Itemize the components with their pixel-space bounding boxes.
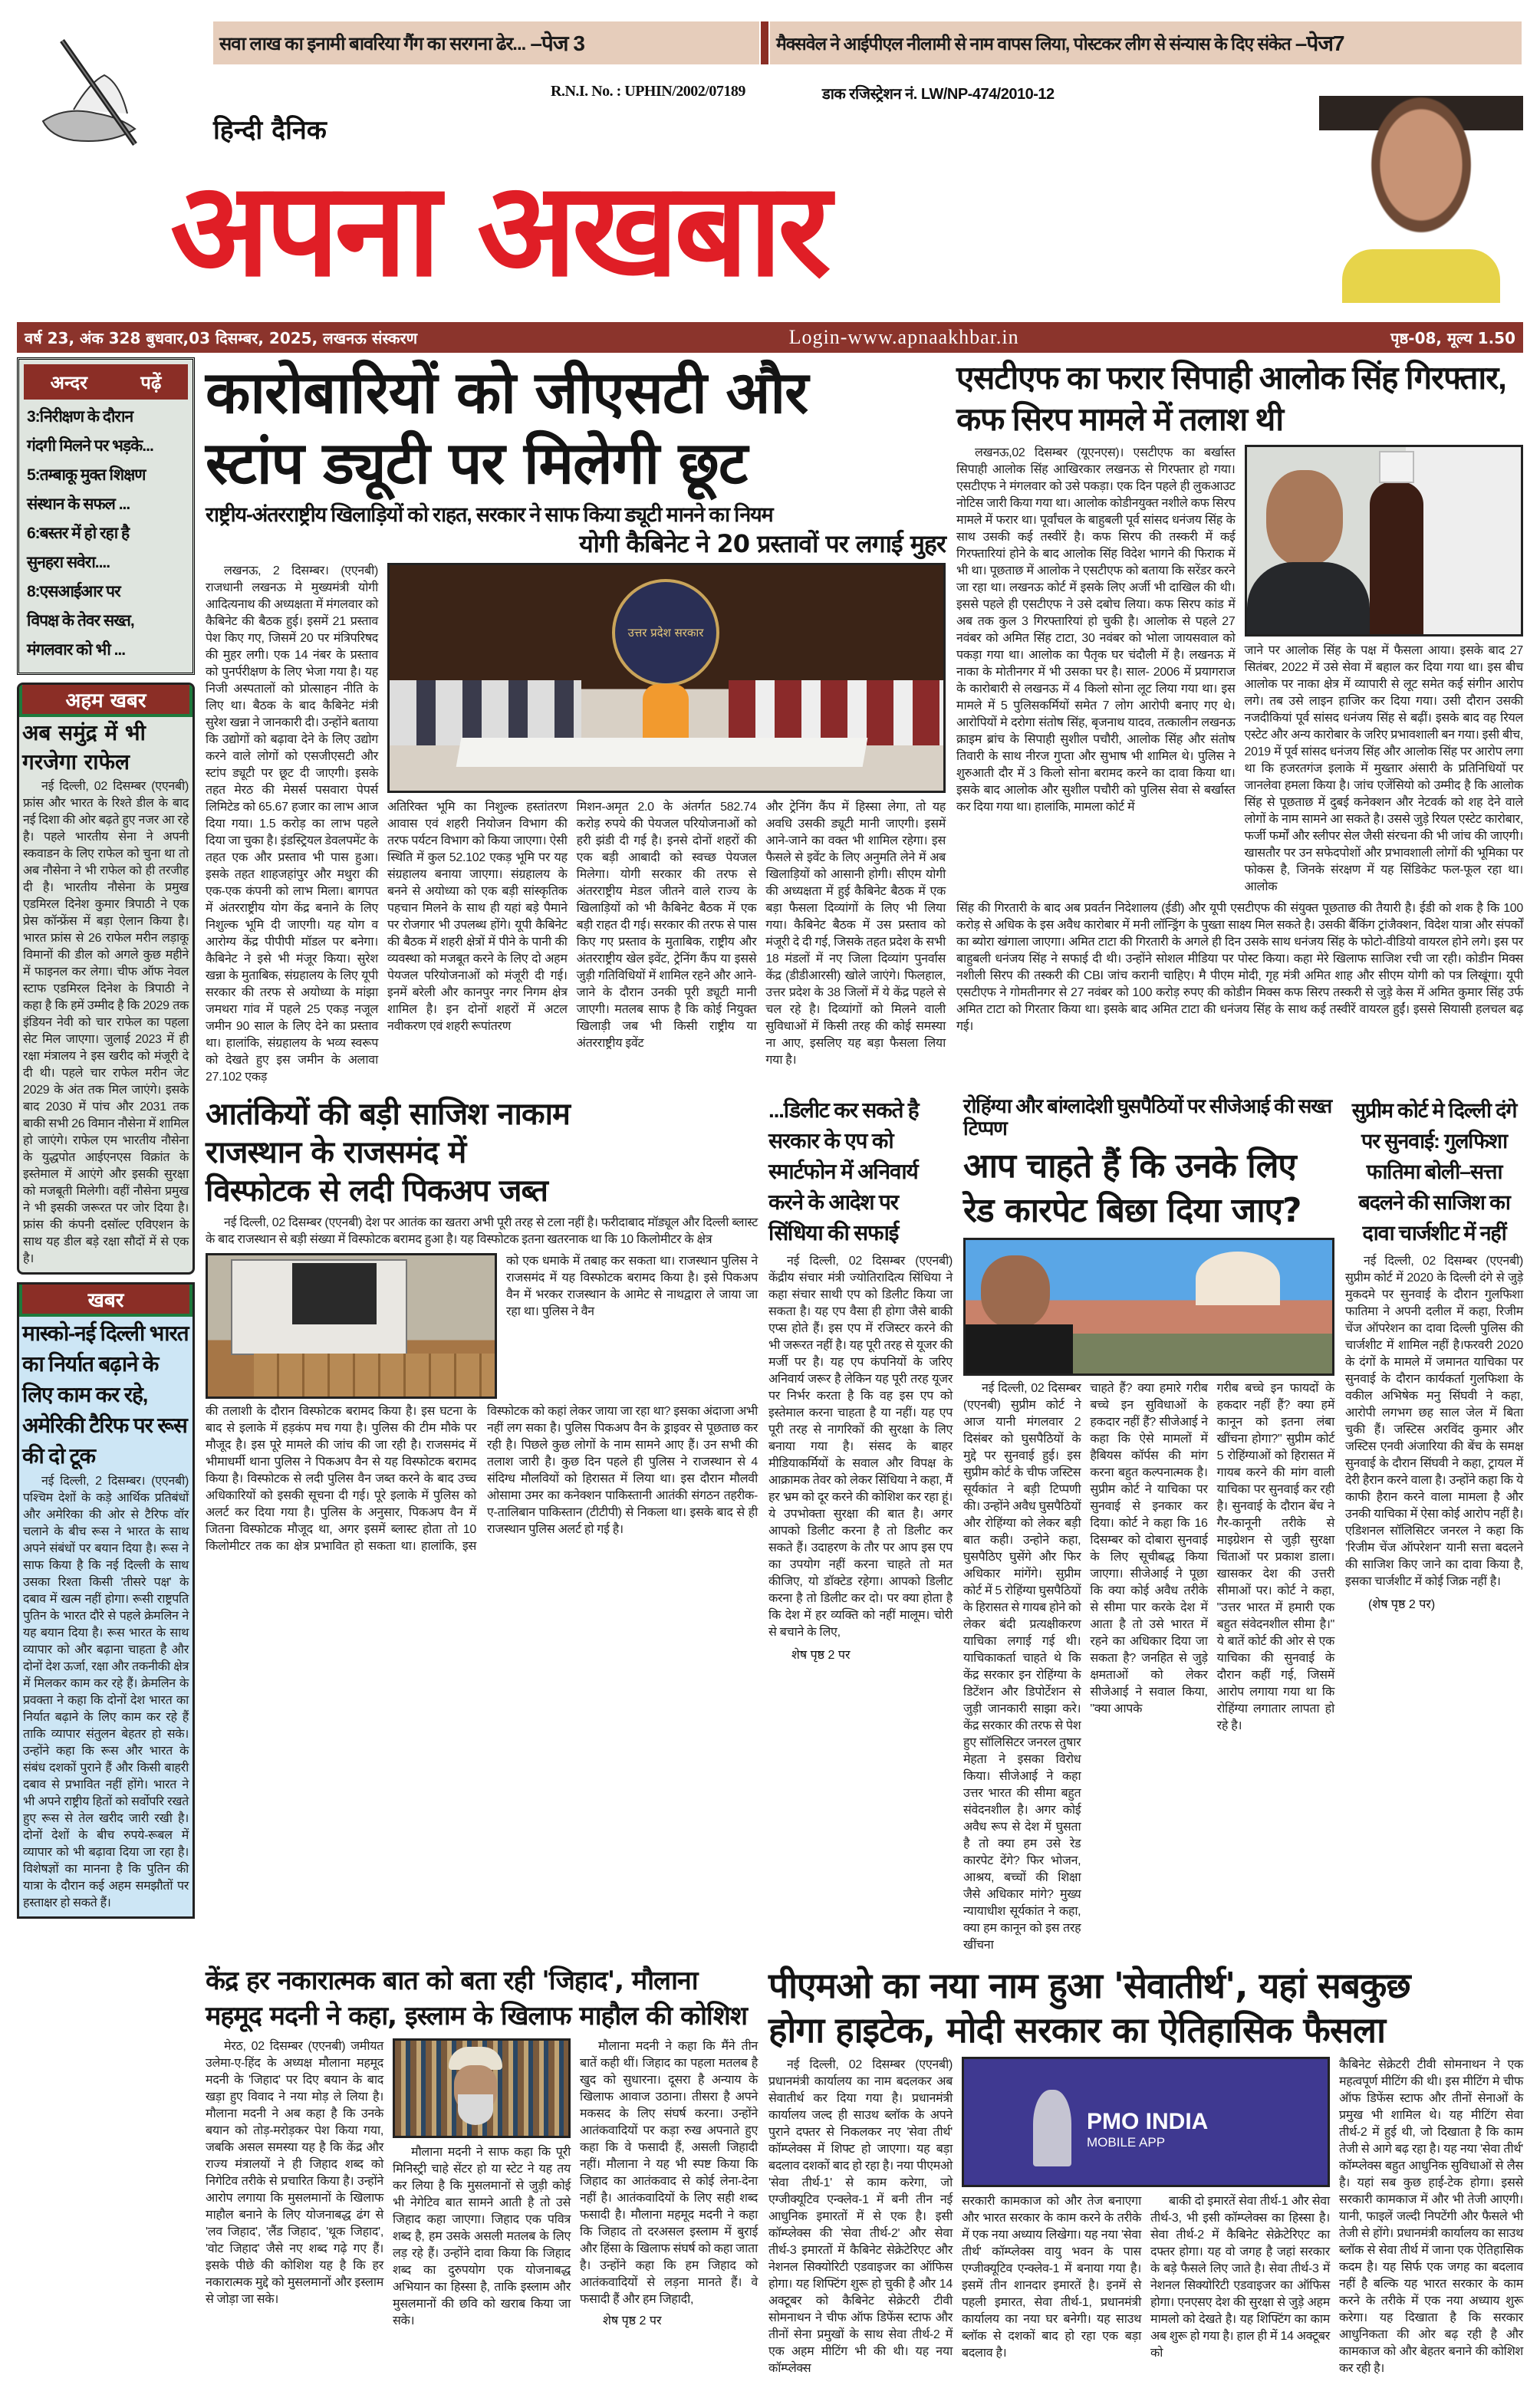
pmo-cols: [768, 2057, 1523, 2377]
cji-story: [963, 1095, 1334, 1954]
rajasthan-body: [206, 1403, 758, 1555]
inside-item[interactable]: गंदगी मिलने पर भड़के...: [27, 437, 153, 455]
rajasthan-intro: [206, 1215, 758, 1248]
cji-headline-line1: आप चाहते हैं कि उनके लिए: [963, 1146, 1296, 1186]
rajasthan-photo-row: [206, 1253, 758, 1399]
teaser-left[interactable]: [213, 21, 759, 64]
madani-cols: [206, 2038, 758, 2330]
madani-headline-line1: केंद्र हर नकारात्मक बात को बता रही 'जिहाद', मौलाना: [206, 1966, 698, 1997]
pmo-col3: [1150, 2193, 1330, 2362]
teaser-right-page: –पेज7: [1295, 31, 1344, 55]
sc-riots-story: [1345, 1095, 1523, 1954]
lead-headline-line1: कारोबारियों को जीएसटी और: [206, 358, 808, 426]
rajasthan-body-text: की तलाशी के दौरान विस्फोटक बरामद किया है। इस घटना के बाद से इलाके में हड़कंप मच गया है। पुलिस की टीम मौके पर मौजूद है। इस पूरे मामले की जांच की जा रही है। राजसमंद में भीमाधर्मी थाना पुलिस ने पिकअप वैन से यह विस्फोटक बरामद किया है। विस्फोटक से लदी पुलिस वैन जब्त करने के बाद उच्च अधिकारियों को इसकी सूचना दी गई। पूरे इलाके में पुलिस को अलर्ट कर दिया गया है। पुलिस के अनुसार, पिकअप वैन में जितना विस्फोटक मौजूद था, अगर इसमें ब्लास्ट होता तो 10 किलोमीटर तक का क्षेत्र प्रभावित हो सकता था। हालांकि, इस विस्फोटक को कहां लेकर जाया जा रहा था? इसका अंदाजा अभी नहीं लग सका है। पुलिस पिकअप वैन के ड्राइवर से पूछताछ कर रही है। पिछले कुछ लोगों के नाम सामने आए हैं। उन सभी की तलाश जारी है। कुछ दिन पहले ही पुलिस ने राजस्थान से 4 संदिग्ध मौलवियों को हिरासत में लिया था। इस दौरान मौलवी ओसामा उमर का कनेक्शन पाकिस्तानी आतंकी संगठन तहरीक-ए-तालिबान पाकिस्तान (टीटीपी) से निकला था। इसके बाद से ही राजस्थान पुलिस अलर्ट हो गई है।: [206, 1405, 758, 1554]
khabar-label: खबर: [19, 1285, 192, 1317]
inside-item[interactable]: विपक्ष के तेवर सख्त,: [27, 612, 134, 630]
edition-info: वर्ष 23, अंक 328 बुधवार,03 दिसम्बर, 2025, लखनऊ संस्करण: [25, 328, 418, 347]
lead-col4: [765, 799, 946, 1069]
cji-col1: [963, 1380, 1081, 1954]
lead-col3: [577, 799, 757, 1069]
inside-read-header: [24, 364, 188, 400]
alok-singh-photo: [1245, 445, 1524, 637]
inside-item[interactable]: 6:बस्तर में हो रहा है: [27, 525, 130, 542]
lead-story: [206, 357, 946, 1086]
stf-col3-text: सिंह की गिरतारी के बाद अब प्रवर्तन निदेशालय (ईडी) और यूपी एसटीएफ की संयुक्त पूछताछ की तैयारी है। ईडी को शक है कि 100 करोड़ से अधिक के इस अवैध कारोबार में मनी लॉन्ड्रिंग के पुख्ता साक्ष्य मिल सकते है। उसकी बैंकिंग ट्रांजैक्शन, विदेश यात्रा और संपर्कों का ब्योरा खंगाला जाएगा। अमित टाटा की गिरतारी के अगले ही दिन उसके साथ धनंजय सिंह के फोटो-वीडियो वायरल होने लगे। इस पर बाहुबली धनंजय सिंह ने सफाई दी थी। उन्होंने सोशल मीडिया पर पोस्ट किया। कहा मेरे खिलाफ साजिश रची जा रही। कोडीन मिक्स नशीली सिरप की तस्करी की CBI जांच करानी चाहिए। मै पीएम मोदी, गृह मंत्री अमित शाह और सीएम योगी को पत्र लिखूंगा। यूपी एसटीएफ ने गोमतीनगर से 27 नवंबर को 100 करोड़ रुपए की कोडीन मिक्स कफ सिरप तस्करी से जुड़े केस में अमित कुमार सिंह उर्फ अमित टाटा को गिरतार किया था। इसके बाद अमित टाटा की धनंजय सिंह के साथ कई तस्वीरें वायरल हुईं। इससे सियासी हलचल बढ़ गई।: [956, 902, 1523, 1033]
pmo-col2: [962, 2193, 1141, 2362]
up-govt-emblem: उत्तर प्रदेश सरकार: [612, 579, 719, 686]
person-shirt: [1247, 562, 1370, 637]
cji-col2: [1090, 1380, 1207, 1954]
rajasthan-headline-line3: विस्फोटक से लदी पिकअप जब्त: [206, 1173, 548, 1209]
row-top: [206, 357, 1523, 1086]
stf-col2: [1245, 643, 1524, 896]
teaser-left-text: सवा लाख का इनामी बावरिया गैंग का सरगना ढेर...: [219, 33, 526, 54]
pmo-image-title: PMO INDIA: [1087, 2109, 1209, 2135]
beard: [458, 2094, 493, 2125]
pmo-mid: [962, 2057, 1330, 2377]
inside-read-box: [17, 357, 195, 675]
pmo-mid-cols: [962, 2193, 1330, 2362]
aham-khabar-box: [17, 683, 195, 1275]
inside-title-left: अन्दर: [50, 371, 87, 393]
page-price: पृष्ठ-08, मूल्य 1.50: [1390, 328, 1515, 347]
teaser-divider: [761, 21, 768, 64]
rajasthan-headline[interactable]: [206, 1095, 758, 1210]
maxwell-photo: [1319, 73, 1523, 303]
header: [17, 15, 1523, 322]
row-middle: [206, 1095, 1523, 1954]
row-bottom: [206, 1963, 1523, 2377]
teaser-right[interactable]: [770, 21, 1522, 64]
lead-headline[interactable]: [206, 357, 946, 498]
stf-col3: [956, 900, 1523, 1035]
lead-col4-text: और ट्रेनिंग कैंप में हिस्सा लेगा, तो यह अवधि उसकी ड्यूटी मानी जाएगी। इसमें आने-जाने का वक्त भी शामिल रहेगा। इस फैसले से इवेंट के लिए अनुमति लेने में अब खिलाड़ियों को आसानी होगी। सीएम योगी की अध्यक्षता में हुई कैबिनेट बैठक में एक बड़ा फैसला दिव्यांगों के लिए भी लिया गया। कैबिनेट बैठक में उस प्रस्ताव को मंजूरी दे दी गई, जिसके तहत प्रदेश के सभी 18 मंडलों में नए जिला दिव्यांग पुनर्वास केंद्र (डीडीआरसी) खोले जाएंगे। फिलहाल, उत्तर प्रदेश के 38 जिलों में ये केंद्र पहले से चल रहे है। दिव्यांगों को मिलने वाली सुविधाओं में किसी तरह की कोई समस्या ना आए, इसलिए यह बड़ा फैसला लिया गया है।: [765, 801, 946, 1067]
inside-list: [24, 400, 188, 668]
sanchar-body: [768, 1253, 953, 1641]
khabar-box: [17, 1282, 195, 1919]
aham-khabar-label: अहम खबर: [19, 685, 192, 717]
cji-col3: [1217, 1380, 1334, 1954]
aham-khabar-headline[interactable]: अब समुंद्र में भी गरजेगा राफेल: [22, 720, 146, 775]
main-area: [17, 357, 1523, 2377]
inside-title-right: पढ़ें: [140, 371, 162, 393]
madani-col3-text: मौलाना मदनी ने कहा कि मैंने तीन बातें कही थीं। जिहाद का पहला मतलब है खुद को सुधारना। दूसरा है अन्याय के खिलाफ आवाज उठाना। तीसरा है अपने मकसद के लिए संघर्ष करना। उन्होंने आतंकवादियों पर कड़ा रुख अपनाते हुए कहा कि वे फसादी हैं, असली जिहादी नहीं। मौलाना ने यह भी स्पष्ट किया कि जिहाद का आतंकवाद से कोई लेना-देना नहीं है। आतंकवादियों के लिए सही शब्द फसादी है। मौलाना महमूद मदनी ने कहा कि जिहाद तो दरअसल इस्लाम में बुराई और हिंसा के खिलाफ संघर्ष को कहा जाता है। उन्होंने कहा कि हम जिहाद को आतंकवादियों से लड़ना मानते हैं। वे फसादी हैं और हम जिहादी,: [580, 2040, 758, 2307]
sc-riots-body-text: नई दिल्ली, 02 दिसम्बर (एएनबी) सुप्रीम कोर्ट में 2020 के दिल्ली दंगे से जुड़े मुकदमे पर सुनवाई के दौरान गुलफिशा फातिमा ने अपनी दलील में कहा, रिजीम चेंज ऑपरेशन का दावा दिल्ली पुलिस की चार्जशीट में शामिल नहीं है।फरवरी 2020 के दंगों के मामले में जमानत याचिका पर सुनवाई के दौरान कार्यकर्ता गुलफिशा के वकील अभिषेक मनु सिंघवी ने कहा, आरोपी लगभग छह साल जेल में बिता चुकी हैं। जस्टिस अरविंद कुमार और जस्टिस एनवी अंजारिया की बेंच के समक्ष सुनवाई के दौरान सिंघवी ने कहा, ट्रायल में देरी हैरान करने वाला है। उन्होंने कहा कि ये काफी हैरान करने वाला मामला है और उनकी याचिका में ऐसा कोई आरोप नहीं है। एडिशनल सॉलिसिटर जनरल ने कहा कि 'रिजीम चेंज ऑपरेशन' यानी सत्ता बदलने की साजिश किए जाने का दावा किया है, इसका चार्जशीट में कोई जिक्र नहीं है।: [1345, 1255, 1523, 1589]
pmo-col4-text: कैबिनेट सेक्रेटरी टीवी सोमनाथन ने एक महत्वपूर्ण मीटिंग की थी। इस मीटिंग मे चीफ ऑफ डिफेंस स्टाफ और तीनों सेनाओं के प्रमुख भी शामिल थे। यह मीटिंग सेवा तीर्थ-2 में हुई थी, जो दिखाता है कि काम तेजी से आगे बढ़ रहा है। यह नया 'सेवा तीर्थ' कॉम्प्लेक्स बहुत आधुनिक सुविधाओं से लैस है। यहां सब कुछ हाई-टेक होगा। इससे सरकारी कामकाज में और भी तेजी आएगी। यानी, फाइलें जल्दी निपटेंगी और फैसले भी तेजी से होंगे। प्रधानमंत्री कार्यालय का साउथ ब्लॉक से सेवा तीर्थ में जाना एक ऐतिहासिक कदम है। यह सिर्फ एक जगह का बदलाव नहीं है बल्कि यह भारत सरकार के काम करने के तरीके में एक नया अध्याय शुरू करेगा। यह दिखाता है कि सरकार आधुनिकता की ओर बढ़ रही है और कामकाज को और बेहतर बनाने की कोशिश कर रही है।: [1339, 2058, 1523, 2376]
lead-subhead2: योगी कैबिनेट ने 20 प्रस्तावों पर लगाई मुहर: [579, 529, 946, 559]
stf-right: [1245, 445, 1524, 896]
lead-col2: [387, 799, 568, 1069]
rajasthan-headline-line2: राजस्थान के राजसमंद में: [206, 1135, 466, 1171]
supreme-court-dome: [1196, 1252, 1280, 1305]
cji-cols: [963, 1380, 1334, 1954]
info-strip: [17, 322, 1523, 353]
sc-riots-headline[interactable]: सुप्रीम कोर्ट मे दिल्ली दंगे पर सुनवाई: गुलफिशा फातिमा बोली–सत्ता बदलने की साजिश का दावा चार्जशीट में नहीं: [1351, 1099, 1517, 1245]
ashoka-emblem-icon: [1033, 2090, 1071, 2166]
madani-col1-text: मेरठ, 02 दिसम्बर (एएनबी) जमीयत उलेमा-ए-हिंद के अध्यक्ष मौलाना महमूद मदनी के 'जिहाद' पर दिए बयान के बाद खड़ा हुए विवाद ने नया मोड़ ले लिया है। मौलाना मदनी ने अब कहा है कि उनके बयान को तोड़-मरोड़कर पेश किया गया, जबकि असल समस्या यह है कि केंद्र और राज्य मंत्रालयों ने ही जिहाद शब्द को निगेटिव तरीके से प्रचारित किया है। उन्होंने आरोप लगाया कि मुसलमानों के खिलाफ माहौल बनाने के लिए योजनाबद्ध ढंग से 'लव जिहाद', 'लैंड जिहाद', 'थूक जिहाद', 'वोट जिहाद' जैसे नए शब्द गढ़े गए हैं। इसके पीछे की कोशिश यह है कि हर नकारात्मक मुद्दे को मुसलमानों और इस्लाम से जोड़ा जा सके।: [206, 2040, 383, 2307]
left-column: [17, 357, 195, 2377]
lead-subhead: राष्ट्रीय-अंतरराष्ट्रीय खिलाड़ियों को राहत, सरकार ने साफ किया ड्यूटी मानने का नियम: [206, 503, 773, 526]
bottle-cap: [1379, 451, 1414, 483]
madani-col1: [206, 2038, 383, 2330]
aham-khabar-body: नई दिल्ली, 02 दिसम्बर (एएनबी) फ्रांस और भारत के रिश्ते डील के बाद नई दिशा की ओर बढ़ते हुए नजर आ रहे है। पहले भारतीय सेना ने अपनी स्कवाडन के लिए राफेल को चुना था तो अब नौसेना ने भी राफेल को ही तरजीह दी है। भारतीय नौसेना के प्रमुख एडमिरल दिनेश कुमार त्रिपाठी ने एक प्रेस कॉन्फ्रेंस में बड़ा ऐलान किया है। भारत फ्रांस से 26 राफेल मरीन लड़ाकू विमानों की डील को अगले कुछ महीने में फाइनल कर लेगा। चीफ ऑफ नेवल स्टाफ एडमिरल दिनेश के त्रिपाठी ने कहा है कि हमें उम्मीद है कि 2029 तक इंडियन नेवी को चार राफेल का पहला सेट मिल जाएगा। जुलाई 2023 में ही रक्षा मंत्रालय ने इस खरीद को मंजूरी दे दी थी। पहले चार राफेल मरीन जेट 2029 के अंत तक मिल जाएंगे। इसके बाद 2030 में पांच और 2031 तक बाकी सभी 26 विमान नौसेना में शामिल हो जाएंगे। राफेल एम भारतीय नौसेना के युद्धपोत आईएनएस विक्रांत के इस्तेमाल में आएंगे और इसकी सुरक्षा को मजबूती मिलेगी। वहीं नौसेना प्रमुख ने भी इसकी जरूरत पर जोर दिया है। फ्रांस की कंपनी दसॉल्ट एविएशन के साथ यह डील बड़े रक्षा सौदों में से एक है।: [23, 780, 189, 1265]
stf-body: [956, 445, 1523, 896]
pmo-col2-text: सरकारी कामकाज को और तेज बनाएगा और भारत सरकार के काम करने के तरीके में एक नया अध्याय लिखेगा। यह नया 'सेवा तीर्थ' कॉम्प्लेक्स वायु भवन के पास एग्जीक्यूटिव एन्क्लेव-1 में बनाया गया है। इसमें तीन शानदार इमारतें है। इनमें से पहली इमारत, सेवा तीर्थ-1, प्रधानमंत्री कार्यालय का नया घर बनेगी। यह साउथ ब्लॉक से दशकों बाद हो रहा एक बड़ा बदलाव है।: [962, 2195, 1141, 2360]
madani-photo: [393, 2038, 571, 2138]
cabinet-meeting-photo: [387, 563, 946, 793]
pmo-story: [768, 1963, 1523, 2377]
cji-col2-text: चाहते हैं? क्या हमारे गरीब बच्चे इन सुविधाओं के हकदार नहीं हैं? सीजेआई ने कहा कि ऐसे मामलों में हैबियस कॉर्पस की मांग करना बहुत कल्पनात्मक है। सुप्रीम कोर्ट ने याचिका पर सुनवाई से इनकार कर दिया। कोर्ट ने कहा कि 16 दिसम्बर को दोबारा सुनवाई के लिए सूचीबद्ध किया जाएगा। सीजेआई ने पूछा कि क्या कोई अवैध तरीके से सीमा पार करके देश में आता है तो उसे भारत में रहने का अधिकार दिया जा सकता है? जनहित से जुड़े क्षमताओं को लेकर सीजेआई ने सवाल किया, "क्या आपके: [1090, 1382, 1208, 1716]
pmo-app-image: [962, 2057, 1330, 2187]
lead-right: [387, 563, 946, 1086]
lead-col1: [206, 563, 378, 1086]
syrup-bottle: [1370, 482, 1423, 637]
khabar-body: नई दिल्ली, 2 दिसम्बर। (एएनबी) पश्चिम देशों के कड़े आर्थिक प्रतिबंधों और अमेरिका की ओर से टैरिफ वॉर चलाने के बीच रूस ने भारत के साथ अपने संबंधों पर बयान दिया है। रूस ने साफ किया है कि नई दिल्ली के साथ उसका रिश्ता किसी 'तीसरे पक्ष' के दबाव में खत्म नहीं होगा। रूसी राष्ट्रपति पुतिन के भारत दौरे से पहले क्रेमलिन ने यह बयान दिया है। रूस भारत के साथ व्यापार को और बढ़ाना चाहता है और दोनों देश ऊर्जा, रक्षा और तकनीकी क्षेत्र में मिलकर काम कर रहे हैं। क्रेमलिन के प्रवक्ता ने कहा कि दोनों देश भारत का निर्यात बढ़ाने के लिए काम कर रहे हैं ताकि व्यापार संतुलन बेहतर हो सके। उन्होंने कहा कि रूस और भारत के संबंध दशकों पुराने हैं और किसी बाहरी दबाव से प्रभावित नहीं होंगे। भारत ने भी अपने राष्ट्रीय हितों को सर्वोपरि रखते हुए रूस से तेल खरीद जारी रखी है। दोनों देशों के बीच रुपये-रूबल में व्यापार को भी बढ़ावा दिया जा रहा है। विशेषज्ञों का मानना है कि पुतिन की यात्रा के दौरान कई अहम समझौतों पर हस्ताक्षर हो सकते हैं।: [23, 1475, 189, 1910]
pmo-col4: [1339, 2057, 1523, 2377]
explosives-pickup-photo: [206, 1253, 497, 1399]
inside-item[interactable]: 3:निरीक्षण के दौरान: [27, 408, 133, 426]
lead-body: [206, 563, 946, 1086]
madani-story: [206, 1963, 758, 2377]
lead-col2-text: अतिरिक्त भूमि का निशुल्क हस्तांतरण आवास एवं शहरी नियोजन विभाग की तरफ पर्यटन विभाग को किया जाएगा। ऐसी स्थिति में कुल 52.102 एकड़ भूमि पर यह संग्रहालय बनाया जाएगा। संग्रहालय के बनने से अयोध्या को एक बड़ी सांस्कृतिक पहचान मिलने के साथ ही यहां बड़े पैमाने पर रोजगार भी उपलब्ध होंगे। यूपी कैबिनेट की बैठक में शहरी क्षेत्रों में पीने के पानी की व्यवस्था को मजबूत करने के लिए दो अहम पेयजल परियोजनाओं को मंजूरी दी गई। इनमें बरेली और कानपुर नगर निगम क्षेत्र शामिल है। इन दोनों शहरों में अटल नवीकरण एवं शहरी रूपांतरण: [387, 801, 568, 1034]
stf-col2-text: जाने पर आलोक सिंह के पक्ष में फैसला आया। इसके बाद 27 सितंबर, 2022 में उसे सेवा में बहाल कर दिया गया था। इस बीच आलोक पर नाका क्षेत्र में व्यापारी से लूट समेत कई संगीन आरोप लगे। तब उसे लाइन हाजिर कर दिया गया। उसी दौरान उसकी नजदीकियां पूर्व सांसद धनंजय सिंह से बढ़ीं। इसके बाद वह रियल एस्टेट और अन्य कारोबार के जरिए प्रभावशाली बन गया। इसी बीच, 2019 में पूर्व सांसद धनंजय सिंह और आलोक सिंह पर आरोप लगा था कि हजरतगंज इलाके में मुख्तार अंसारी के प्रतिनिधियों पर जानलेवा हमला किया है। जांच एजेंसियो को उम्मीद है कि आलोक सिंह से पूछताछ में दुबई कनेक्शन और नेटवर्क को शह देने वाले लोगों के नाम सामने आ सकते है। उससे जुड़े रियल एस्टेट कारोबार, फर्जी फर्मों और स्लीपर सेल जैसी संरचना की भी जांच की जाएगी। खासतौर पर उन सफेदपोशों और प्रभावशाली लोगों की भूमिका पर फोकस है, जिनके संरक्षण में यह सिंडिकेट फल-फूल रहा था। आलोक: [1244, 644, 1523, 893]
person-face: [1266, 470, 1343, 566]
sanchar-headline[interactable]: ...डिलीट कर सकते है सरकार के एप को स्मार्टफोन में अनिवार्य करने के आदेश पर सिंधिया की सफाई: [768, 1098, 919, 1245]
website-link[interactable]: Login-www.apnaakhbar.in: [788, 326, 1019, 348]
cji-face: [981, 1255, 1050, 1328]
rajasthan-beside-photo: [506, 1253, 758, 1399]
pmo-col3-text: बाकी दो इमारतें सेवा तीर्थ-1 और सेवा तीर्थ-3, भी इसी कॉम्प्लेक्स का हिस्सा है। सेवा तीर्थ-2 में कैबिनेट सेक्रेटेरिएट का दफ्तर होगा। यह वो जगह है जहां सरकार के बड़े फैसले लिए जाते है। सेवा तीर्थ-3 में नेशनल सिक्योरिटी एडवाइजर का ऑफिस होगा। एनएसए देश की सुरक्षा से जुड़े अहम मामलो को देखते है। यह शिफ्टिंग का काम अब शुरू हो गया है। हाल ही में 14 अक्टूबर को: [1150, 2195, 1330, 2360]
teaser-right-text: मैक्सवेल ने आईपीएल नीलामी से नाम वापस लिया, पोस्टकर लीग से संन्यास के दिए संकेत: [776, 34, 1291, 54]
madani-headline-line2: महमूद मदनी ने कहा, इस्लाम के खिलाफ माहौल की कोशिश: [206, 2001, 747, 2032]
teaser-left-page: –पेज 3: [530, 31, 584, 55]
rajasthan-story: [206, 1095, 758, 1954]
madani-continued[interactable]: शेष पृष्ठ 2 पर: [603, 2314, 662, 2328]
inside-item[interactable]: 8:एसआईआर पर: [27, 583, 120, 600]
pmo-image-text: [1087, 2109, 1208, 2150]
stf-headline[interactable]: एसटीएफ का फरार सिपाही आलोक सिंह गिरफ्तार, कफ सिरप मामले में तलाश थी: [956, 360, 1506, 437]
pmo-headline[interactable]: [768, 1963, 1523, 2052]
madani-col2: [393, 2144, 571, 2330]
meeting-table: [456, 738, 868, 767]
van-door: [292, 1263, 377, 1324]
pmo-headline-line1: पीएमओ का नया नाम हुआ 'सेवातीर्थ', यहां सबकुछ: [768, 1965, 1410, 2007]
cji-photo: [963, 1238, 1334, 1376]
cji-headline-line2: रेड कारपेट बिछा दिया जाए?: [963, 1191, 1301, 1231]
masthead-title: अपना अखबार: [170, 154, 827, 306]
masthead-tagline: हिन्दी दैनिक: [213, 115, 327, 146]
rajasthan-intro-text: नई दिल्ली, 02 दिसम्बर (एएनबी) देश पर आतंक का खतरा अभी पूरी तरह से टला नहीं है। फरीदाबाद मॉड्यूल और दिल्ली ब्लास्ट के बाद राजस्थान से बड़ी संख्या में विस्फोटक बरामद हुआ है। यह विस्फोटक इतना खतरनाक था कि 10 किलोमीटर के क्षेत्र: [206, 1216, 758, 1247]
madani-right: [580, 2038, 758, 2330]
lead-col1-text: लखनऊ, 2 दिसम्बर। (एएनबी) राजधानी लखनऊ मे मुख्यमंत्री योगी आदित्यनाथ की अध्यक्षता में मंगलवार को कैबिनेट की बैठक हुई। इसमें 21 प्रस्ताव पेश किए गए, जिसमें 20 पर मंत्रिपरिषद की मुहर लगी। एक 14 नंबर के प्रस्ताव को पुनर्परीक्षण के लिए भेजा गया है। यह निजी अस्पतालों को प्रोत्साहन नीति के लिए था। बैठक के बाद कैबिनेट मंत्री सुरेश खन्ना ने जानकारी दी। उन्होंने बताया कि उद्योगों को बढ़ावा देने के लिए उद्योग करने वाले लोगों को एसजीएसटी और स्टांप ड्यूटी पर छूट दी जाएगी। इसके तहत मेरठ की मेसर्स पसवारा पेपर्स लिमिटेड को 65.67 हजार का लाभ आज दिया गया। 1.5 करोड़ का लाभ पहले दिया जा चुका है। इंडस्ट्रियल डेवलपमेंट के तहत एक और प्रस्ताव भी पास हुआ। इसके तहत शाहजहांपुर और मथुरा की एक-एक कंपनी को लाभ मिला। बागपत में अंतरराष्ट्रीय योग केंद्र बनाने के लिए निशुल्क भूमि दी जाएगी। यह योग व आरोग्य केंद्र पीपीपी मॉडल पर बनेगा। कैबिनेट ने इसे भी मंजूर किया। सुरेश खन्ना के मुताबिक, संग्रहालय के लिए यूपी सरकार की तरफ से अयोध्या के मांझा जमथरा गांव में पहले 25 एकड़ नजूल जमीन 90 साल के लिए देने का प्रस्ताव था। हालांकि, संग्रहालय के भव्य स्वरूप को देखते हुए इस जमीन के अलावा 27.102 एकड़: [206, 564, 378, 1084]
ministers-right: [729, 680, 943, 745]
cji-col1-text: नई दिल्ली, 02 दिसम्बर (एएनबी) सुप्रीम कोर्ट ने आज यानी मंगलवार 2 दिसंबर को घुसपैठियों के मुद्दे पर सुनवाई हुई। इस सुप्रीम कोर्ट के चीफ जस्टिस सूर्यकांत ने बड़ी टिप्पणी की। उन्होंने अवैध घुसपैठियों और रोहिंग्या को लेकर बड़ी बात कही। उन्होने कहा, घुसपैठिए घुसेंगे और फिर अधिकार मांगेंगे। सुप्रीम कोर्ट में 5 रोहिंग्या घुसपैठियों के हिरासत से गायब होने को लेकर बंदी प्रत्यक्षीकरण याचिका लगाई गई थी। याचिकाकर्ता चाहते थे कि केंद्र सरकार इन रोहिंग्या के डिटेंशन और डिपोर्टेशन से जुड़ी जानकारी साझा करे। केंद्र सरकार की तरफ से पेश हुए सॉलिसिटर जनरल तुषार मेहता ने इसका विरोध किया। सीजेआई ने कहा उत्तर भारत की सीमा बहुत संवेदनशील है। अगर कोई अवैध रूप से देश में घुसता है तो क्या हम उसे रेड कारपेट देंगे? फिर भोजन, आश्रय, बच्चों की शिक्षा जैसे अधिकार मांगे? मुख्य न्यायाधीश सूर्यकांत ने कहा, क्या हम कानून को इस तरह खींचना: [963, 1382, 1081, 1952]
sc-riots-continued[interactable]: (शेष पृष्ठ 2 पर): [1368, 1598, 1436, 1612]
rajasthan-headline-line1: आतंकियों की बड़ी साजिश नाकाम: [206, 1097, 570, 1133]
cji-kicker: रोहिंग्या और बांग्लादेशी घुसपैठियों पर सीजेआई की सख्त टिप्पण: [963, 1094, 1332, 1140]
madani-col2-text: मौलाना मदनी ने साफ कहा कि पूरी मिनिस्ट्री चाहे सेंटर हो या स्टेट ने यह तय कर लिया है कि मुसलमानों से जुड़ी कोई भी नेगेटिव बात सामने आती है तो उसे जिहाद कहा जाएगा। जिहाद एक पवित्र शब्द है, हम उसके असली मतलब के लिए लड़ रहे हैं। उन्होंने दावा किया कि जिहाद शब्द का दुरुपयोग एक योजनाबद्ध अभियान का हिस्सा है, ताकि इस्लाम और मुसलमानों की छवि को खराब किया जा सके।: [393, 2146, 571, 2328]
inside-item[interactable]: मंगलवार को भी ...: [27, 641, 126, 659]
inside-item[interactable]: सुनहरा सवेरा....: [27, 554, 110, 571]
lead-lower-cols: [387, 799, 946, 1069]
sanchar-story: [768, 1095, 953, 1954]
ministers-left: [390, 680, 581, 745]
inside-item[interactable]: 5:तम्बाकू मुक्त शिक्षण: [27, 466, 146, 484]
pen-logo-icon: [20, 29, 166, 152]
rajasthan-beside-text: को एक धमाके में तबाह कर सकता था। राजस्थान पुलिस ने राजसमंद में यह विस्फोटक बरामद किया है। इसे पिकअप वैन में भरकर राजस्थान के आमेट से नाथद्वारा ले जाया जा रहा था। पुलिस ने वैन: [506, 1255, 758, 1319]
khabar-headline[interactable]: मास्को-नई दिल्ली भारत का निर्यात बढ़ाने के लिए काम कर रहे, अमेरिकी टैरिफ पर रूस की दो टूक: [22, 1321, 189, 1468]
pmo-col1: [768, 2057, 953, 2377]
madani-headline[interactable]: [206, 1963, 758, 2034]
sanchar-continued[interactable]: शेष पृष्ठ 2 पर: [791, 1649, 851, 1663]
stf-col1: [956, 445, 1236, 896]
madani-mid: [393, 2038, 571, 2330]
cji-col3-text: गरीब बच्चे इन फायदों के हकदार नहीं हैं? क्या हमें कानून को इतना लंबा खींचना होगा?" सुप्रीम कोर्ट 5 रोहिंग्याओं को हिरासत में गायब करने की मांग वाली याचिका पर सुनवाई कर रही है। सुनवाई के दौरान बेंच ने गैर-कानूनी तरीके से माइग्रेशन से जुड़ी सुरक्षा चिंताओं पर प्रकाश डाला। खासकर देश की उत्तरी सीमाओं पर। कोर्ट ने कहा, "उत्तर भारत में हमारी एक बहुत संवेदनशील सीमा है।" ये बातें कोर्ट की ओर से एक याचिका की सुनवाई के दौरान कहीं गई, जिसमें आरोप लगाया गया था कि रोहिंग्या लगातार लापता हो रहे है।: [1216, 1382, 1334, 1733]
rni-number: R.N.I. No. : UPHIN/2002/07189: [551, 83, 745, 100]
pmo-image-subtitle: MOBILE APP: [1087, 2135, 1166, 2150]
lead-headline-line2: स्टांप ड्यूटी पर मिलेगी छूट: [206, 429, 748, 497]
inside-item[interactable]: संस्थान के सफल ...: [27, 495, 130, 513]
sc-riots-body: [1345, 1253, 1523, 1591]
explosive-boxes: [254, 1354, 497, 1399]
stf-story: [956, 357, 1523, 1086]
postal-registration: डाक रजिस्ट्रेशन नं. LW/NP-474/2010-12: [822, 86, 1055, 103]
right-area: [206, 357, 1523, 2377]
cji-headline[interactable]: [963, 1144, 1334, 1233]
pmo-col1-text: नई दिल्ली, 02 दिसम्बर (एएनबी) प्रधानमंत्री कार्यालय का नाम बदलकर अब सेवातीर्थ कर दिया गया है। प्रधानमंत्री कार्यालय जल्द ही साउथ ब्लॉक के अपने पुराने दफ्तर से निकलकर नए 'सेवा तीर्थ' कॉम्प्लेक्स में शिफ्ट हो जाएगा। यह बड़ा बदलाव दशकों बाद हो रहा है। नया पीएमओ 'सेवा तीर्थ-1' से काम करेगा, जो एग्जीक्यूटिव एन्क्लेव-1 में बनी तीन नई आधुनिक इमारतों में से एक है। इसी कॉम्प्लेक्स की 'सेवा तीर्थ-2' और सेवा तीर्थ-3 इमारतों में कैबिनेट सेक्रेटेरिएट और नेशनल सिक्योरिटी एडवाइजर का ऑफिस होगा। यह शिफ्टिंग शुरू हो चुकी है और 14 अक्टूबर को कैबिनेट सेक्रेटरी टीवी सोमनाथन ने चीफ ऑफ डिफेंस स्टाफ और तीनों सेना प्रमुखों के साथ सेवा तीर्थ-2 में एक अहम मीटिंग भी की थी। यह नया कॉम्प्लेक्स: [768, 2058, 953, 2376]
sanchar-body-text: नई दिल्ली, 02 दिसम्बर (एएनबी) केंद्रीय संचार मंत्री ज्योतिरादित्य सिंधिया ने कहा संचार साथी एप को डिलीट किया जा सकता है। यह एप वैसा ही होगा जैसे बाकी एप्स होते हैं। इस एप में रजिस्टर करने की भी जरूरत नहीं है। यह पूरी तरह से यूजर की मर्जी पर है। यह एप कंपनियों के जरिए अनिवार्य जरूर है लेकिन यह पूरी तरह यूजर पर निर्भर करता है कि वह इस एप को इस्तेमाल करना चाहता है या नहीं। यह एप पूरी तरह से नागरिकों की सुरक्षा के लिए बनाया गया है। संसद के बाहर मीडियाकर्मियों के सवाल और विपक्ष के आक्रामक तेवर को लेकर सिंधिया ने कहा, मैं हर भ्रम को दूर करने की कोशिश कर रहा हूं। ये उपभोक्ता सुरक्षा की बात है। अगर आपको डिलीट करना है तो डिलीट कर सकते हैं। उदाहरण के तौर पर आप इस एप का उपयोग नहीं करना चाहते तो मत कीजिए, यो डॉक्टेड रहेगा। आपको डिलीट करना है तो डिलीट कर दो। पर क्या होता है कि देश में हर व्यक्ति को नहीं मालूम। चोरी से बचाने के लिए,: [768, 1255, 953, 1640]
pmo-headline-line2: होगा हाइटेक, मोदी सरकार का ऐतिहासिक फैसला: [768, 2009, 1386, 2051]
cji-robe: [966, 1324, 1073, 1376]
madani-col3: [580, 2038, 758, 2308]
lead-col3-text: मिशन-अमृत 2.0 के अंतर्गत 582.74 करोड़ रुपये की पेयजल परियोजनाओं को हरी झंडी दी गई है। इनसे दोनों शहरों की एक बड़ी आबादी को स्वच्छ पेयजल मिलेगा। योगी सरकार की तरफ से अंतरराष्ट्रीय मेडल जीतने वाले राज्य के खिलाड़ियों को भी कैबिनेट बैठक में एक बड़ी राहत दी गई। सरकार की तरफ से पास किए गए प्रस्ताव के मुताबिक, राष्ट्रीय और अंतरराष्ट्रीय खेल इवेंट, ट्रेनिंग कैंप या इससे जुड़ी गतिविधियों में शामिल रहने और आने-जाने के दौरान उनकी पूरी ड्यूटी मानी जाएगी। मतलब साफ है कि कोई नियुक्त खिलाड़ी जब भी किसी राष्ट्रीय या अंतरराष्ट्रीय इवेंट: [576, 801, 757, 1051]
stf-col1-text: लखनऊ,02 दिसम्बर (यूएनएस)। एसटीएफ का बर्खास्त सिपाही आलोक सिंह आखिरकार लखनऊ से गिरफ्तार हो गया। एसटीएफ ने मंगलवार को उसे पकड़ा। एक दिन पहले ही लुकआउट नोटिस जारी किया गया था। आलोक कोडीनयुक्त नशीले कफ सिरप मामले में फरार था। पूर्वांचल के बाहुबली पूर्व सांसद धनंजय सिंह के साथ उसकी कई तस्वीरें है। कफ सिरप की तस्करी में कई गिरफ्तारियां होने के बाद आलोक सिंह विदेश भागने की फिराक में भी था। पूछताछ में आलोक ने एसटीएफ को बताया कि सरेंडर करने जा रहा था। लखनऊ कोर्ट में इसके लिए अर्जी भी दाखिल की थी। इससे पहले ही एसटीएफ ने उसे दबोच लिया। कफ सिरप कांड में अब तक कुल 3 गिरफ्तारियां हो चुकी है। आलोक से पहले 27 नवंबर को अमित सिंह टाटा, 30 नवंबर को भोला जायसवाल को पकड़ा गया था। आलोक का पैतृक घर चंदौली में है। लखनऊ में नाका के मोतीनगर में भी उसका घर है। साल- 2006 में प्रयागराज के कारोबारी से लखनऊ में 4 किलो सोना लूट लिया गया था। इस मामले में 5 पुलिसकर्मियों समेत 7 लोग आरोपी बनाए गए थे। आरोपियों मे दरोगा संतोष सिंह, बृजनाथ यादव, तत्कालीन लखनऊ क्राइम ब्रांच के सिपाही सुशील पचौरी, आलोक सिंह और संतोष तिवारी के साथ नीरज गुप्ता और सुभाष भी शामिल थे। पुलिस ने शुरुआती दौर में 3 किलो सोना बरामद करने का दावा किया था। इसके बाद आलोक और सुशील पचौरी को पुलिस सेवा से बर्खास्त कर दिया गया था। हालांकि, मामला कोर्ट में: [956, 446, 1236, 814]
